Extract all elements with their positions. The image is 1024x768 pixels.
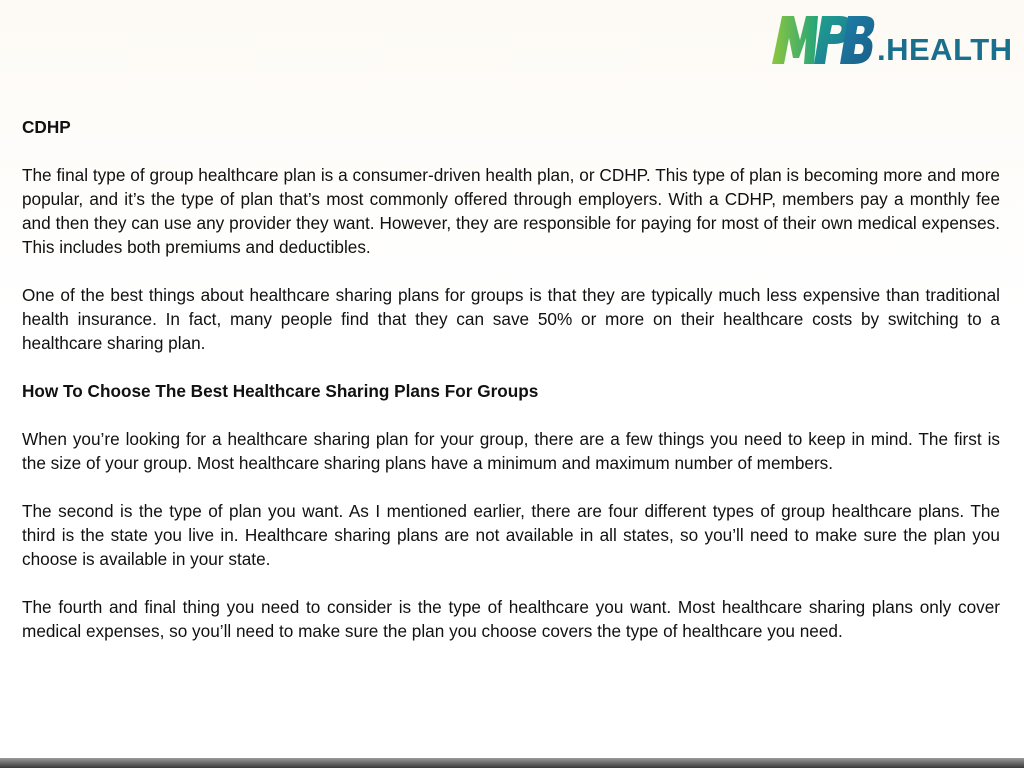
cdhp-paragraph-1: The final type of group healthcare plan is a consumer-driven health plan, or CDHP. This type of plan is becoming more and more popular, and it’s the type of plan that’s most commonly offered through employers. With a CDHP, members pay a monthly fee and then they can use any provider they want. However, they are responsible for paying for most of their own medical expenses. This includes both premiums and deductibles. <box>22 165 1000 257</box>
cdhp-paragraph-2: One of the best things about healthcare sharing plans for groups is that they are typically much less expensive than traditional health insurance. In fact, many people find that they can save 50% or more on their healthcare costs by switching to a healthcare sharing plan. <box>22 285 1000 353</box>
bottom-divider-bar <box>0 758 1024 768</box>
choose-paragraph-1: When you’re looking for a healthcare sharing plan for your group, there are a few things you need to keep in mind. The first is the size of your group. Most healthcare sharing plans have a minimum and maximum number of members. <box>22 429 1000 473</box>
choose-paragraph-3: The fourth and final thing you need to consider is the type of healthcare you want. Most healthcare sharing plans only cover medical expenses, so you’ll need to make sure the plan you choose covers the type of healthcare you need. <box>22 597 1000 641</box>
logo-wordmark: .HEALTH <box>877 32 1013 67</box>
choose-paragraph-2: The second is the type of plan you want. As I mentioned earlier, there are four different types of group healthcare plans. The third is the state you live in. Healthcare sharing plans are not available in all states, so you’ll need to make sure the plan you choose is available in your state. <box>22 501 1000 569</box>
mpb-health-logo <box>770 12 1013 67</box>
mpb-monogram-icon <box>770 12 880 66</box>
choose-heading: How To Choose The Best Healthcare Sharing Plans For Groups <box>22 381 539 401</box>
cdhp-heading: CDHP <box>22 117 71 137</box>
article-content <box>22 115 1000 667</box>
